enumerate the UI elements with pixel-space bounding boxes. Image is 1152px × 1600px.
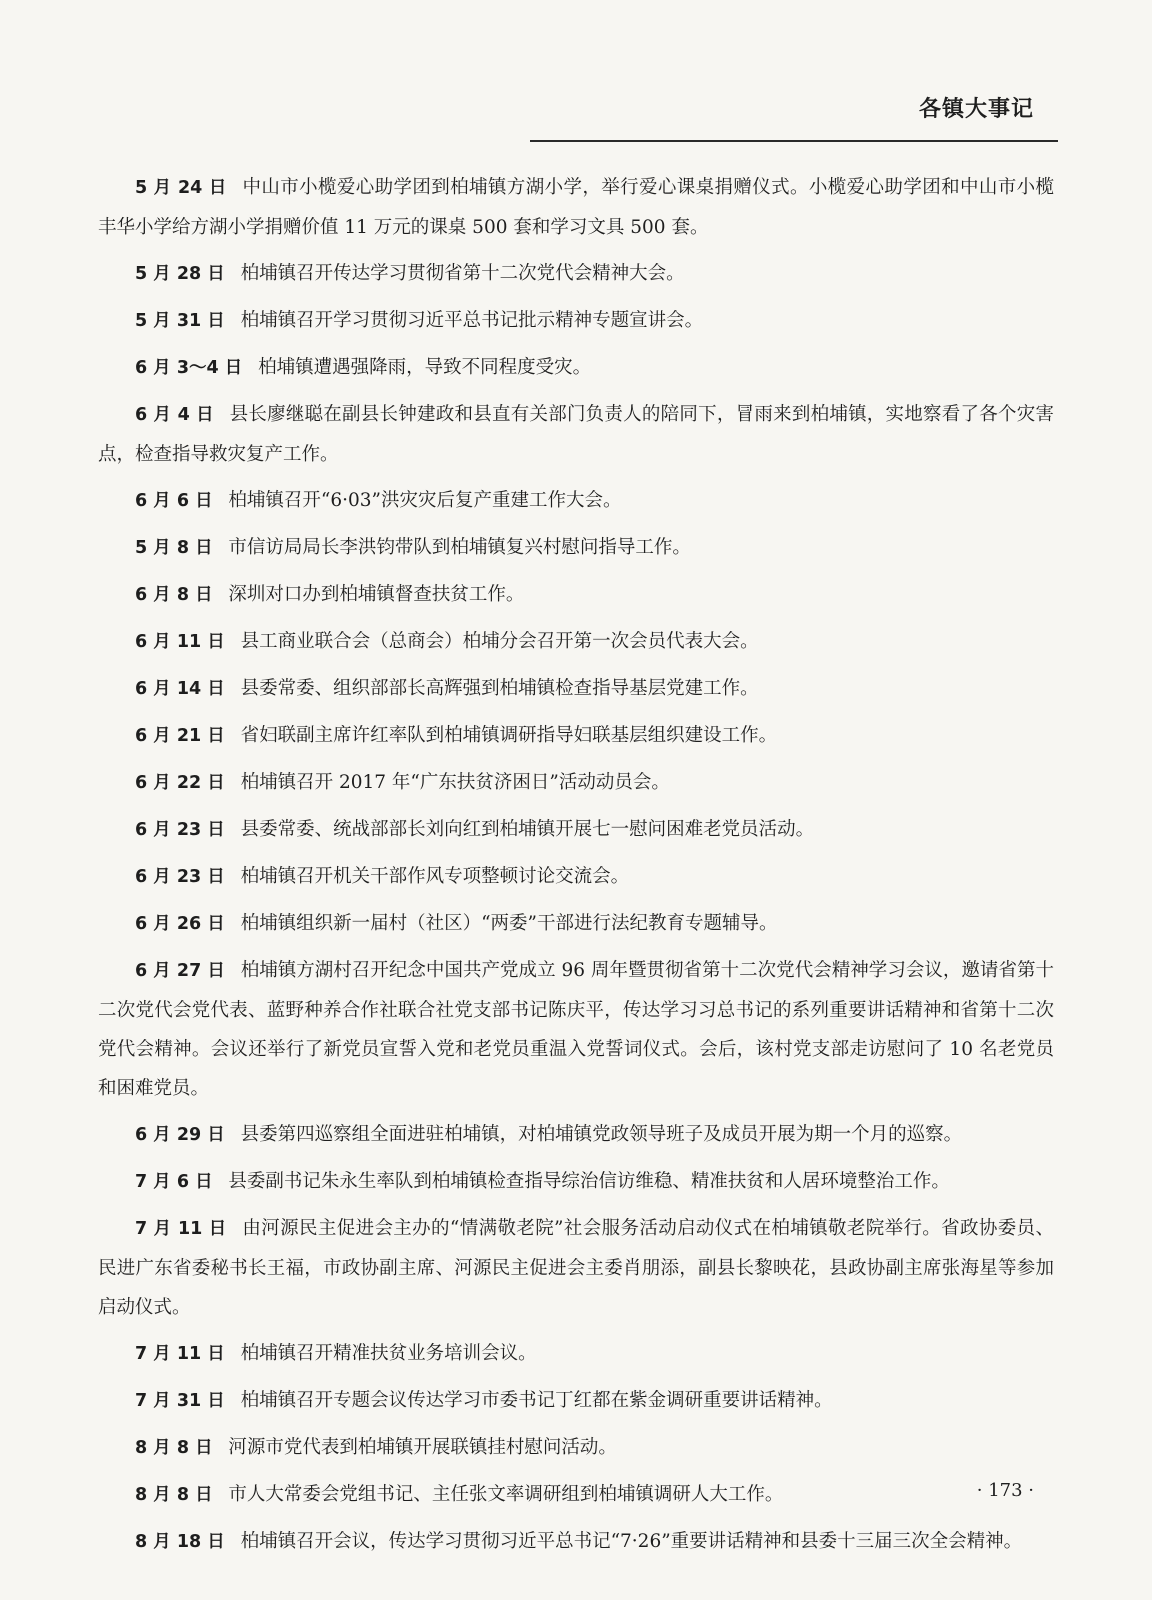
chronicle-entry [98, 716, 1054, 756]
entry-text: 柏埔镇召开传达学习贯彻省第十二次党代会精神大会。 [240, 263, 685, 284]
entry-text: 柏埔镇召开学习贯彻习近平总书记批示精神专题宣讲会。 [240, 310, 704, 331]
entry-date: 6 月 23 日 [135, 820, 225, 840]
entry-date: 8 月 8 日 [135, 1438, 213, 1458]
entry-text: 柏埔镇组织新一届村（社区）“两委”干部进行法纪教育专题辅导。 [240, 913, 778, 934]
entry-date: 6 月 3～4 日 [135, 358, 243, 378]
entry-date: 6 月 21 日 [135, 726, 225, 746]
chronicle-entry [98, 1334, 1054, 1374]
chronicle-entry [98, 1209, 1054, 1327]
chronicle-entry [98, 1428, 1054, 1468]
chronicle-entry [98, 622, 1054, 662]
entry-date: 5 月 28 日 [135, 264, 225, 284]
entry-date: 6 月 6 日 [135, 491, 213, 511]
entry-date: 6 月 27 日 [135, 961, 225, 981]
chronicle-entry [98, 168, 1054, 247]
chronicle-entry [98, 763, 1054, 803]
entry-date: 7 月 6 日 [135, 1172, 213, 1192]
chronicle-entry [98, 669, 1054, 709]
entry-date: 6 月 29 日 [135, 1125, 225, 1145]
entry-text: 深圳对口办到柏埔镇督查扶贫工作。 [228, 584, 525, 605]
entry-text: 柏埔镇召开专题会议传达学习市委书记丁红都在紫金调研重要讲话精神。 [240, 1390, 833, 1411]
entry-date: 6 月 11 日 [135, 632, 225, 652]
chronicle-entry [98, 395, 1054, 474]
entry-text: 柏埔镇召开精准扶贫业务培训会议。 [240, 1343, 537, 1364]
entry-text: 柏埔镇召开机关干部作风专项整顿讨论交流会。 [240, 866, 630, 887]
entry-date: 6 月 23 日 [135, 867, 225, 887]
entry-text: 柏埔镇遭遇强降雨，导致不同程度受灾。 [258, 357, 592, 378]
entry-text: 由河源民主促进会主办的“情满敬老院”社会服务活动启动仪式在柏埔镇敬老院举行。省政协委员、民进广东省委秘书长王福，市政协副主席、河源民主促进会主委肖朋添，副县长黎映花，县政协副主席张海星等参加启动仪式。 [98, 1218, 1055, 1318]
entry-text: 中山市小榄爱心助学团到柏埔镇方湖小学，举行爱心课桌捐赠仪式。小榄爱心助学团和中山市小榄丰华小学给方湖小学捐赠价值 11 万元的课桌 500 套和学习文具 500 套。 [98, 177, 1054, 238]
entry-text: 柏埔镇召开会议，传达学习贯彻习近平总书记“7·26”重要讲话精神和县委十三届三次全会精神。 [240, 1531, 1023, 1552]
entry-text: 县工商业联合会（总商会）柏埔分会召开第一次会员代表大会。 [240, 631, 759, 652]
entry-date: 7 月 31 日 [135, 1391, 225, 1411]
chronicle-entry [98, 481, 1054, 521]
entry-text: 县委副书记朱永生率队到柏埔镇检查指导综治信访维稳、精准扶贫和人居环境整治工作。 [228, 1171, 950, 1192]
entry-text: 市人大常委会党组书记、主任张文率调研组到柏埔镇调研人大工作。 [228, 1484, 784, 1505]
chronicle-entry [98, 254, 1054, 294]
entry-date: 5 月 24 日 [135, 178, 227, 198]
section-header-title: 各镇大事记 [918, 97, 1034, 122]
chronicle-entry [98, 810, 1054, 850]
page-number: · 173 · [976, 1480, 1034, 1501]
entry-text: 柏埔镇方湖村召开纪念中国共产党成立 96 周年暨贯彻省第十二次党代会精神学习会议，邀请省第十二次党代会党代表、蓝野种养合作社联合社党支部书记陈庆平，传达学习习总书记的系列重要讲话精神和省第十二次党代会精神。会议还举行了新党员宣誓入党和老党员重温入党誓词仪式。会后，该村党支部走访慰问了 10 名老党员和困难党员。 [98, 960, 1055, 1099]
header-divider [530, 140, 1058, 142]
chronicle-entry [98, 1522, 1054, 1562]
entry-date: 5 月 8 日 [135, 538, 213, 558]
entry-date: 8 月 18 日 [135, 1532, 225, 1552]
chronicle-entry [98, 348, 1054, 388]
entry-date: 6 月 4 日 [135, 405, 214, 425]
entry-text: 县委第四巡察组全面进驻柏埔镇，对柏埔镇党政领导班子及成员开展为期一个月的巡察。 [240, 1124, 963, 1145]
entry-text: 河源市党代表到柏埔镇开展联镇挂村慰问活动。 [228, 1437, 617, 1458]
chronicle-entries [98, 168, 1054, 1569]
entry-text: 县委常委、组织部部长高辉强到柏埔镇检查指导基层党建工作。 [240, 678, 759, 699]
entry-date: 6 月 8 日 [135, 585, 213, 605]
entry-date: 6 月 26 日 [135, 914, 225, 934]
chronicle-entry [98, 857, 1054, 897]
entry-date: 8 月 8 日 [135, 1485, 213, 1505]
entry-date: 7 月 11 日 [135, 1344, 225, 1364]
entry-date: 5 月 31 日 [135, 311, 225, 331]
chronicle-entry [98, 528, 1054, 568]
chronicle-entry [98, 1162, 1054, 1202]
entry-date: 6 月 22 日 [135, 773, 225, 793]
chronicle-entry [98, 904, 1054, 944]
chronicle-entry [98, 1381, 1054, 1421]
chronicle-entry [98, 1115, 1054, 1155]
entry-date: 7 月 11 日 [135, 1219, 227, 1239]
entry-text: 柏埔镇召开“6·03”洪灾灾后复产重建工作大会。 [228, 490, 622, 511]
chronicle-entry [98, 1475, 1054, 1515]
chronicle-entry [98, 951, 1054, 1108]
entry-text: 县委常委、统战部部长刘向红到柏埔镇开展七一慰问困难老党员活动。 [240, 819, 815, 840]
chronicle-entry [98, 575, 1054, 615]
entry-text: 市信访局局长李洪钧带队到柏埔镇复兴村慰问指导工作。 [228, 537, 691, 558]
chronicle-entry [98, 301, 1054, 341]
entry-text: 省妇联副主席许红率队到柏埔镇调研指导妇联基层组织建设工作。 [240, 725, 778, 746]
entry-date: 6 月 14 日 [135, 679, 225, 699]
entry-text: 柏埔镇召开 2017 年“广东扶贫济困日”活动动员会。 [240, 772, 670, 793]
entry-text: 县长廖继聪在副县长钟建政和县直有关部门负责人的陪同下，冒雨来到柏埔镇，实地察看了各个灾害点，检查指导救灾复产工作。 [98, 404, 1054, 465]
